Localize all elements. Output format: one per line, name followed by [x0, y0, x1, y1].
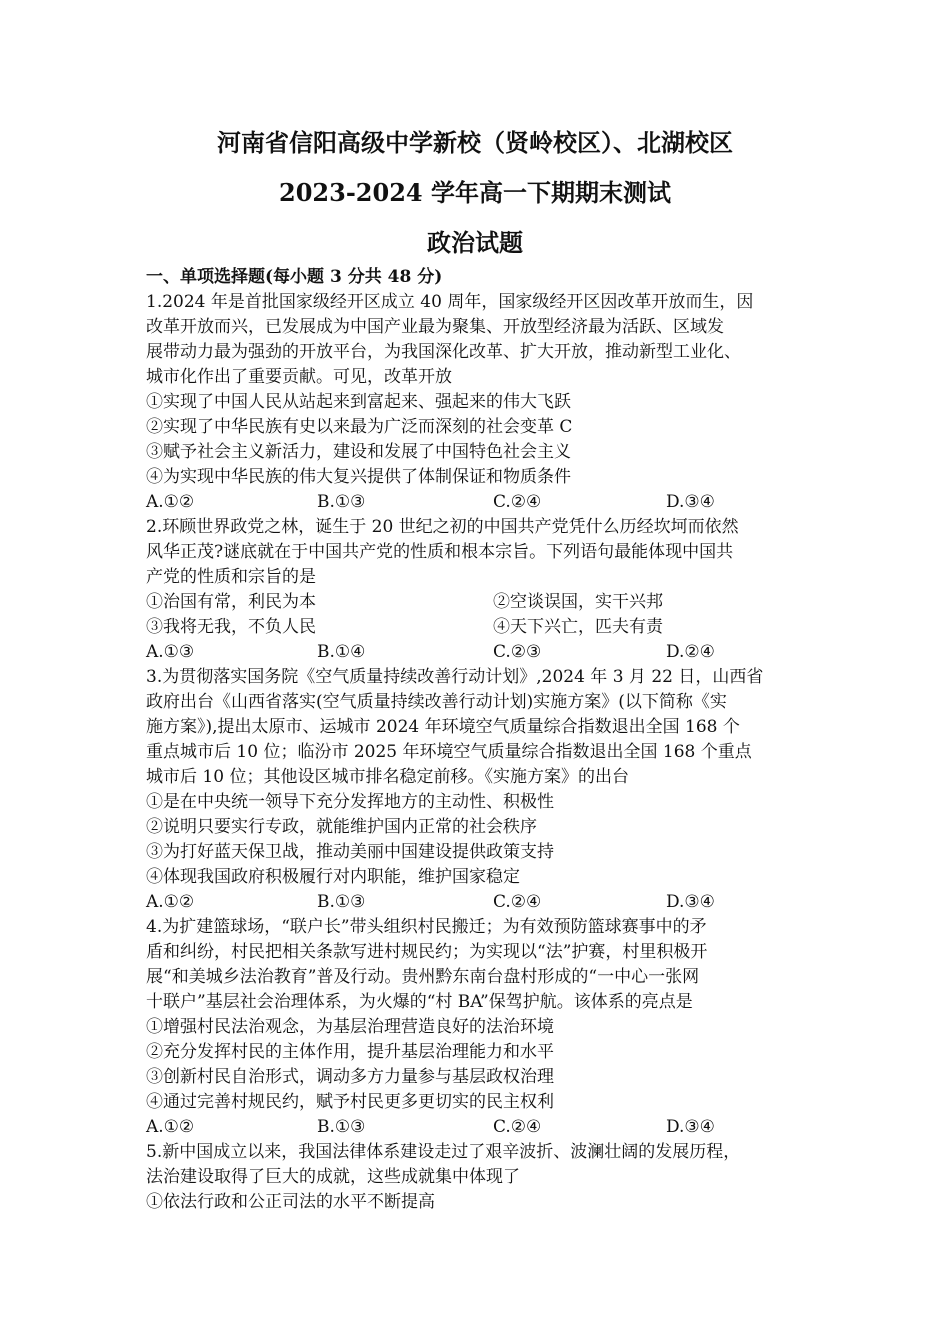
question-3-stem-line: 3.为贯彻落实国务院《空气质量持续改善行动计划》,2024 年 3 月 22 日，山西省 — [146, 667, 764, 687]
question-1-choice-d: D.③④ — [666, 492, 715, 512]
question-2-item: ④天下兴亡，匹夫有责 — [493, 617, 663, 637]
question-2-choice-c: C.②③ — [493, 642, 542, 662]
exam-school-title: 河南省信阳高级中学新校（贤岭校区）、北湖校区 — [217, 128, 733, 157]
question-1-stem-line: 改革开放而兴，已发展成为中国产业最为聚集、开放型经济最为活跃、区域发 — [146, 317, 724, 337]
question-3-stem-line: 城市后 10 位；其他设区城市排名稳定前移。《实施方案》的出台 — [146, 767, 629, 787]
exam-term-title: 2023-2024 学年高一下期期末测试 — [279, 178, 671, 207]
question-2-stem-line: 2.环顾世界政党之林，诞生于 20 世纪之初的中国共产党凭什么历经坎坷而依然 — [146, 517, 739, 537]
section-heading: 一、单项选择题(每小题 3 分共 48 分) — [146, 267, 443, 287]
question-3-item: ③为打好蓝天保卫战，推动美丽中国建设提供政策支持 — [146, 842, 554, 862]
question-2-stem-line: 风华正茂?谜底就在于中国共产党的性质和根本宗旨。下列语句最能体现中国共 — [146, 542, 734, 562]
question-4-stem-line: 4.为扩建篮球场，“联户长”带头组织村民搬迁；为有效预防篮球赛事中的矛 — [146, 917, 707, 937]
question-4-item: ③创新村民自治形式，调动多方力量参与基层政权治理 — [146, 1067, 554, 1087]
question-5-stem-line: 法治建设取得了巨大的成就，这些成就集中体现了 — [146, 1167, 520, 1187]
question-4-item: ①增强村民法治观念，为基层治理营造良好的法治环境 — [146, 1017, 554, 1037]
question-3-stem-line: 重点城市后 10 位；临汾市 2025 年环境空气质量综合指数退出全国 168 个重点 — [146, 742, 752, 762]
question-1-item: ④为实现中华民族的伟大复兴提供了体制保证和物质条件 — [146, 467, 571, 487]
question-2-item: ③我将无我，不负人民 — [146, 617, 316, 637]
question-1-stem-line: 1.2024 年是首批国家级经开区成立 40 周年，国家级经开区因改革开放而生，因 — [146, 292, 754, 312]
question-3-item: ①是在中央统一领导下充分发挥地方的主动性、积极性 — [146, 792, 554, 812]
question-2-stem-line: 产党的性质和宗旨的是 — [146, 567, 316, 587]
question-2-choice-d: D.②④ — [666, 642, 715, 662]
question-3-stem-line: 施方案》),提出太原市、运城市 2024 年环境空气质量综合指数退出全国 168 个 — [146, 717, 740, 737]
question-1-choice-b: B.①③ — [317, 492, 366, 512]
question-4-item: ②充分发挥村民的主体作用，提升基层治理能力和水平 — [146, 1042, 554, 1062]
question-4-stem-line: 展“和美城乡法治教育”普及行动。贵州黔东南台盘村形成的“一中心一张网 — [146, 967, 700, 987]
question-3-choice-c: C.②④ — [493, 892, 542, 912]
question-3-item: ②说明只要实行专政，就能维护国内正常的社会秩序 — [146, 817, 537, 837]
question-1-item: ①实现了中国人民从站起来到富起来、强起来的伟大飞跃 — [146, 392, 571, 412]
question-4-choice-c: C.②④ — [493, 1117, 542, 1137]
question-1-choice-a: A.①② — [146, 492, 195, 512]
question-3-choice-b: B.①③ — [317, 892, 366, 912]
question-3-choice-a: A.①② — [146, 892, 195, 912]
question-4-choice-d: D.③④ — [666, 1117, 715, 1137]
question-2-choice-b: B.①④ — [317, 642, 366, 662]
question-4-item: ④通过完善村规民约，赋予村民更多更切实的民主权利 — [146, 1092, 554, 1112]
question-2-choice-a: A.①③ — [146, 642, 195, 662]
question-2-item: ①治国有常，利民为本 — [146, 592, 316, 612]
question-1-stem-line: 城市化作出了重要贡献。可见，改革开放 — [146, 367, 452, 387]
question-4-stem-line: 盾和纠纷，村民把相关条款写进村规民约；为实现以“法”护赛，村里积极开 — [146, 942, 708, 962]
question-4-choice-b: B.①③ — [317, 1117, 366, 1137]
question-1-stem-line: 展带动力最为强劲的开放平台，为我国深化改革、扩大开放，推动新型工业化、 — [146, 342, 741, 362]
question-4-stem-line: 十联户”基层社会治理体系，为火爆的“村 BA”保驾护航。该体系的亮点是 — [146, 992, 693, 1012]
question-2-item: ②空谈误国，实干兴邦 — [493, 592, 663, 612]
question-3-stem-line: 政府出台《山西省落实(空气质量持续改善行动计划)实施方案》(以下简称《实 — [146, 692, 727, 712]
question-5-stem-line: 5.新中国成立以来，我国法律体系建设走过了艰辛波折、波澜壮阔的发展历程， — [146, 1142, 741, 1162]
question-3-choice-d: D.③④ — [666, 892, 715, 912]
question-1-item: ③赋予社会主义新活力，建设和发展了中国特色社会主义 — [146, 442, 571, 462]
exam-subject-title: 政治试题 — [427, 228, 523, 257]
question-1-item: ②实现了中华民族有史以来最为广泛而深刻的社会变革 C — [146, 417, 573, 437]
question-4-choice-a: A.①② — [146, 1117, 195, 1137]
question-5-item: ①依法行政和公正司法的水平不断提高 — [146, 1192, 435, 1212]
question-1-choice-c: C.②④ — [493, 492, 542, 512]
question-3-item: ④体现我国政府积极履行对内职能，维护国家稳定 — [146, 867, 520, 887]
